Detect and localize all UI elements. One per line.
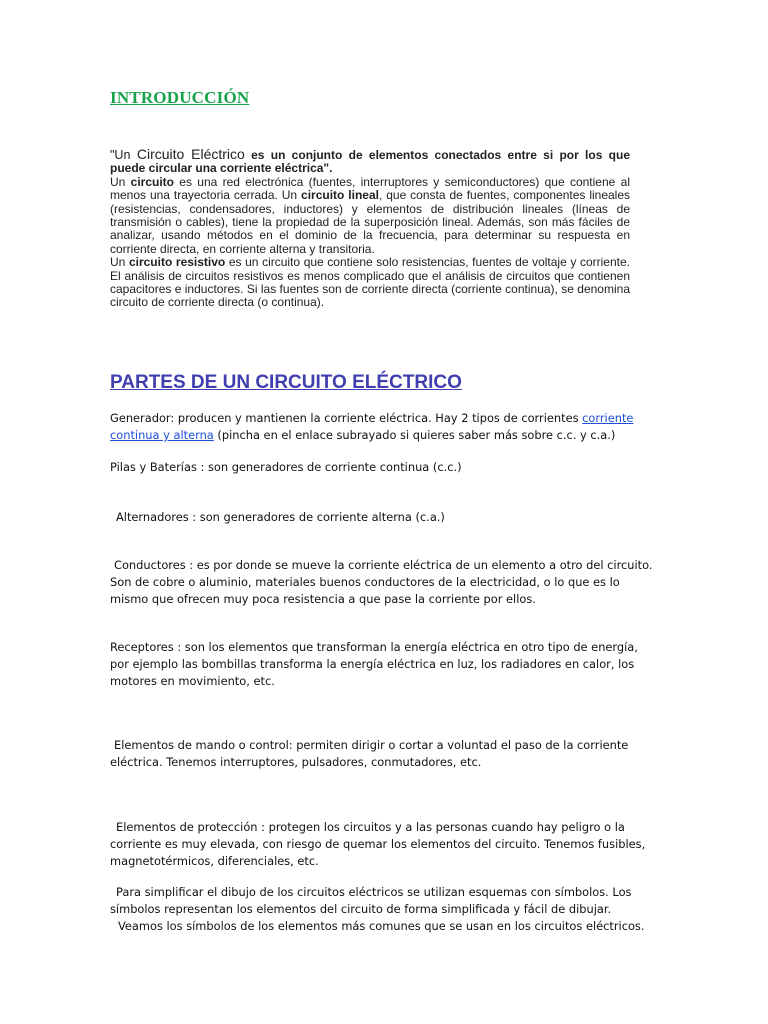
intro-p3-b: es un circuito que contiene solo resistencias, fuentes de voltaje y corriente. El análisis de circuitos resistivos es menos complicado que el análisis de circuitos que contienen capacitores e inductores. Si las fuentes son de corriente directa (corriente continua), se denomina circuito de corriente directa (o continua). [110, 255, 630, 310]
conductores-paragraph [110, 557, 655, 608]
intro-p1-term: Circuito Eléctrico [136, 146, 245, 162]
intro-p3-term: circuito resistivo [128, 255, 226, 270]
intro-p2-b: es una red electrónica (fuentes, interruptores y semiconductores) que contiene al menos una trayectoria cerrada. Un [110, 174, 630, 203]
generador-after: (pincha en el enlace subrayado si quieres saber más sobre c.c. y c.a.) [213, 428, 616, 442]
generador-text: Generador: producen y mantienen la corriente eléctrica. Hay 2 tipos de corrientes [110, 411, 583, 425]
intro-p2-c: , que consta de fuentes, componentes lineales (resistencias, condensadores, inductores) y elementos de distribución lineales (líneas de transmisión o cables), tiene la propiedad de la superposición lineal. Además, son más fáciles de analizar, usando métodos en el dominio de la frecuencia, para determinar su respuesta en corriente directa, en corriente alterna y transitoria. [110, 188, 631, 256]
proteccion-paragraph [110, 819, 655, 870]
proteccion-text: Elementos de protección : protegen los circuitos y a las personas cuando hay peligro o la corriente es muy elevada, con riesgo de quemar los elementos del circuito. Tenemos fusibles, magnetotérmicos, diferenciales, etc. [110, 820, 646, 868]
intro-p1-rest: es un conjunto de elementos conectados entre si por los que puede circular una corriente eléctrica". [110, 148, 631, 176]
conductores-line-1: Conductores : es por donde se mueve la corriente eléctrica de un elemento a otro del circuito. [114, 558, 653, 572]
simplificar-line-1: Para simplificar el dibujo de los circuitos eléctricos se utilizan esquemas con símbolos. Los símbolos representan los elementos del circuito de forma simplificada y fácil de dibujar. [110, 885, 632, 916]
intro-heading: INTRODUCCIÓN [110, 88, 250, 107]
partes-heading: PARTES DE UN CIRCUITO ELÉCTRICO [110, 372, 462, 393]
simplificar-paragraph [110, 884, 655, 935]
intro-p3-a: Un [110, 255, 129, 270]
mando-text: Elementos de mando o control: permiten dirigir o cortar a voluntad el paso de la corriente eléctrica. Tenemos interruptores, pulsadores, conmutadores, etc. [110, 738, 629, 769]
simplificar-line-2: Veamos los símbolos de los elementos más comunes que se usan en los circuitos eléctricos. [118, 919, 645, 933]
generador-paragraph [110, 410, 655, 444]
mando-paragraph [110, 737, 655, 771]
intro-p1-open: "Un [110, 148, 137, 162]
corriente-link[interactable]: corriente continua y alterna [110, 411, 634, 442]
conductores-line-2: Son de cobre o aluminio, materiales buenos conductores de la electricidad, o lo que es lo mismo que ofrecen muy poca resistencia a que pase la corriente por ellos. [110, 575, 620, 606]
intro-body [110, 148, 630, 310]
intro-p2-a: Un [110, 174, 131, 189]
pilas-paragraph: Pilas y Baterías : son generadores de corriente continua (c.c.) [110, 460, 462, 474]
intro-paragraph-3 [110, 256, 630, 310]
intro-p2-term2: circuito lineal [301, 188, 379, 203]
intro-p2-term1: circuito [130, 174, 174, 189]
receptores-paragraph: Receptores : son los elementos que transforman la energía eléctrica en otro tipo de energía, por ejemplo las bombillas transforma la energía eléctrica en luz, los radiadores en calor, los motores en movimiento, etc. [110, 640, 638, 688]
alternadores-paragraph: Alternadores : son generadores de corriente alterna (c.a.) [116, 510, 445, 524]
intro-paragraph-1 [110, 148, 630, 176]
intro-paragraph-2 [110, 176, 630, 256]
